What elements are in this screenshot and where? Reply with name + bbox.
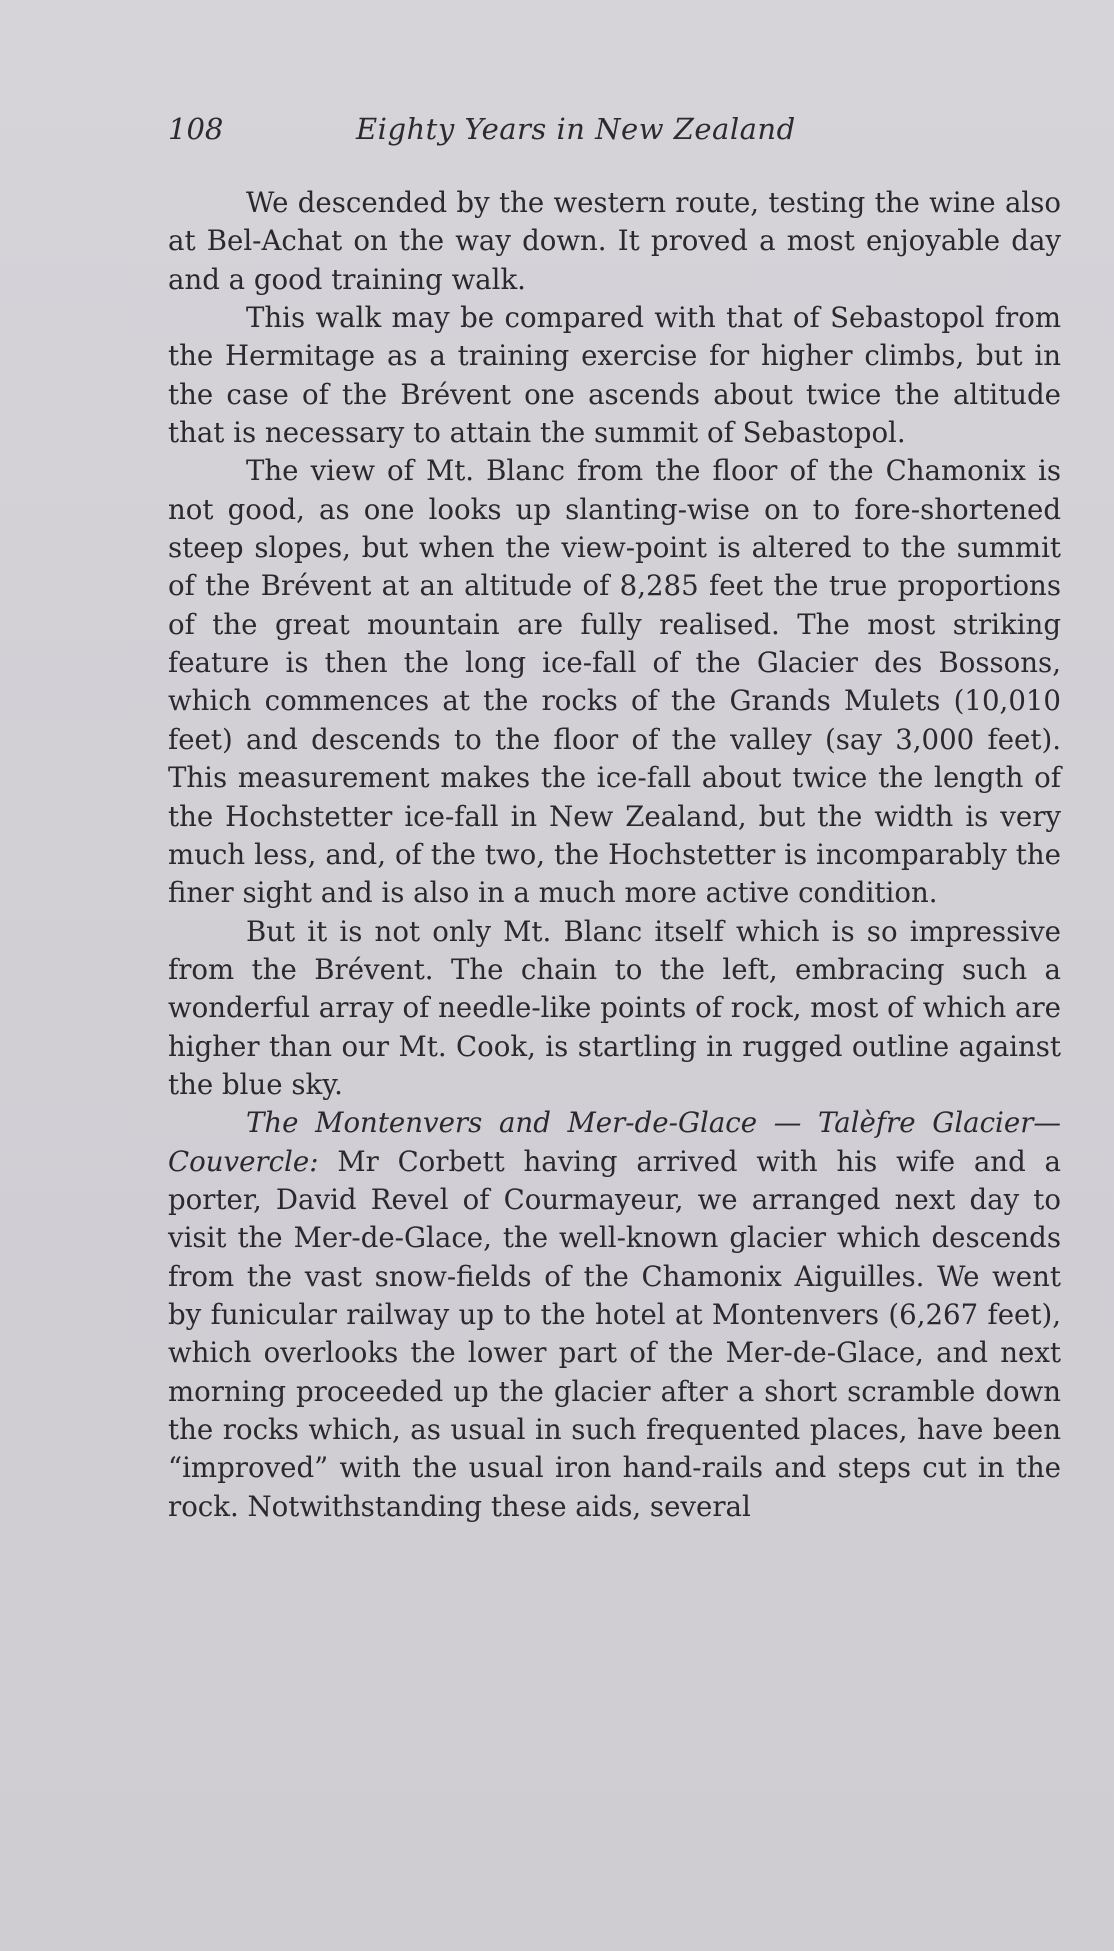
body-text [168,184,1061,1526]
section-heading: The Montenvers and Mer-de-Glace — Talèfre Glacier—Couvercle: [168,1106,1061,1178]
paragraph-mont-blanc-view: The view of Mt. Blanc from the floor of the Chamonix is not good, as one looks up slanting-wise on to fore-shortened steep slopes, but when the view-point is altered to the summit of the Brévent at an altitude of 8,285 feet the true proportions of the great mountain are fully realised. The most striking feature is then the long ice-fall of the Glacier des Bossons, which commences at the rocks of the Grands Mulets (10,010 feet) and descends to the floor of the valley (say 3,000 feet). This measurement makes the ice-fall about twice the length of the Hochstetter ice-fall in New Zealand, but the width is very much less, and, of the two, the Hochstetter is incomparably the finer sight and is also in a much more active condition. [168,454,1061,910]
page-number: 108 [168,112,224,146]
paragraph-chain: But it is not only Mt. Blanc itself which is so impressive from the Brévent. The chain to the left, embracing such a wonderful array of needle-like points of rock, most of which are higher than our Mt. Cook, is startling in rugged outline against the blue sky. [168,914,1061,1101]
paragraph-montenvers [168,1104,1061,1526]
paragraph-sebastopol: This walk may be compared with that of Sebastopol from the Hermitage as a training exercise for higher climbs, but in the case of the Brévent one ascends about twice the altitude that is necessary to attain the summit of Sebastopol. [168,301,1061,450]
paragraph-descent: We descended by the western route, testing the wine also at Bel-Achat on the way down. It proved a most enjoyable day and a good training walk. [168,186,1061,296]
page-header [168,112,868,152]
paragraph-montenvers-text: Mr Corbett having arrived with his wife and a porter, David Revel of Courmayeur, we arranged next day to visit the Mer-de-Glace, the well-known glacier which descends from the vast snow-fields of the Chamonix Aiguilles. We went by funicular railway up to the hotel at Montenvers (6,267 feet), which overlooks the lower part of the Mer-de-Glace, and next morning proceeded up the glacier after a short scramble down the rocks which, as usual in such frequented places, have been “improved” with the usual iron hand-rails and steps cut in the rock. Notwithstanding these aids, several [168,1144,1061,1523]
running-title: Eighty Years in New Zealand [356,112,796,146]
